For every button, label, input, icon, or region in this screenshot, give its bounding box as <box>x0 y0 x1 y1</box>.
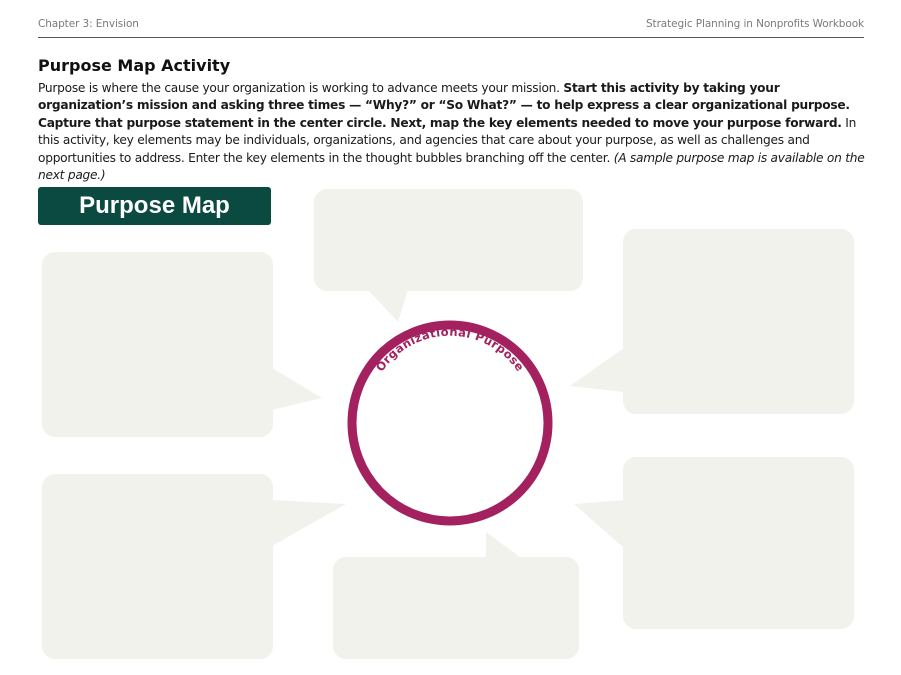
purpose-map-banner: Purpose Map <box>38 187 271 225</box>
bubble-right-upper[interactable] <box>623 229 854 414</box>
purpose-circle-ring <box>352 325 548 521</box>
intro-text-1: Purpose is where the cause your organization is working to advance meets your mission. <box>38 81 564 95</box>
bubble-bottom-center[interactable] <box>333 557 579 659</box>
tail-bottom-center <box>486 532 524 560</box>
tail-left-upper <box>272 368 322 410</box>
chapter-label: Chapter 3: Envision <box>38 18 139 30</box>
intro-text-2: In this activity, key elements may be individuals, organizations, and agencies that care about your purpose, as well as challenges and opportunities to address. Enter the key elements in the thought bubbles branching off the center. <box>38 115 857 165</box>
tail-right-lower <box>574 500 624 548</box>
purpose-circle[interactable] <box>345 318 555 528</box>
bubble-right-lower[interactable] <box>623 457 854 629</box>
tail-left-lower <box>272 500 346 546</box>
bubble-left-lower[interactable] <box>42 474 273 659</box>
intro-italic-note: (A sample purpose map is available on the next page.) <box>38 150 865 183</box>
bubble-top-center[interactable] <box>314 189 583 291</box>
purpose-circle-graphic <box>345 318 555 528</box>
organizational-purpose-label-path: Organizational Purpose <box>372 324 528 375</box>
activity-title: Purpose Map Activity <box>38 56 231 75</box>
intro-bold-text: Start this activity by taking your organization’s mission and asking three times — “Why?” or “So What?” — to help express a clear organizational purpose. Capture that purpose statement in the center circle. Next, map the key elements needed to move your purpose forward. <box>38 81 850 130</box>
bubble-left-upper[interactable] <box>42 252 273 437</box>
tail-right-upper <box>570 348 624 392</box>
workbook-title: Strategic Planning in Nonprofits Workbook <box>645 18 864 30</box>
